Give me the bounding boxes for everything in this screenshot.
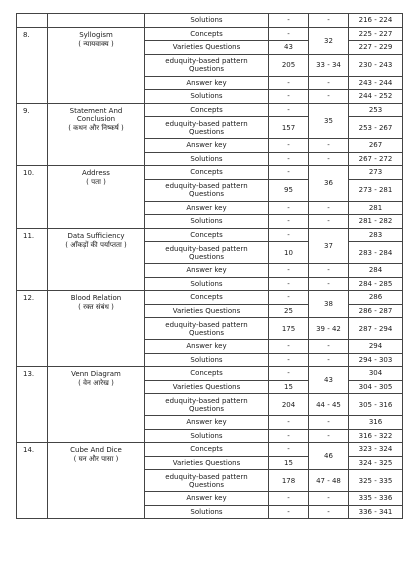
page-ref: - (309, 215, 349, 229)
table-row (17, 103, 403, 117)
chapter-topic (48, 367, 145, 443)
content-category: eduquity-based pattern Questions (145, 117, 269, 139)
content-category: Solutions (145, 353, 269, 367)
page-range: 335 - 336 (349, 492, 403, 506)
page-ref: - (309, 90, 349, 104)
chapter-topic (48, 443, 145, 519)
chapter-number: 11. (17, 228, 48, 291)
content-category: Answer key (145, 340, 269, 354)
chapter-topic (48, 14, 145, 28)
chapter-topic (48, 228, 145, 291)
page-ref: - (309, 340, 349, 354)
content-category: eduquity-based pattern Questions (145, 179, 269, 201)
page-range: 283 (349, 228, 403, 242)
page-ref: - (309, 76, 349, 90)
content-category: eduquity-based pattern Questions (145, 54, 269, 76)
question-count: 157 (269, 117, 309, 139)
page-ref: 32 (309, 27, 349, 54)
page-range: 294 - 303 (349, 353, 403, 367)
table-row (17, 367, 403, 381)
chapter-topic (48, 291, 145, 367)
table-of-contents (16, 13, 403, 519)
question-count: 15 (269, 456, 309, 470)
topic-name-english: Syllogism (79, 30, 113, 39)
table-row (17, 443, 403, 457)
content-category: Solutions (145, 152, 269, 166)
topic-name-english: Blood Relation (70, 294, 122, 302)
content-category: Concepts (145, 166, 269, 180)
content-category: Concepts (145, 367, 269, 381)
question-count: - (269, 264, 309, 278)
page-range: 284 (349, 264, 403, 278)
content-category: eduquity-based pattern Questions (145, 318, 269, 340)
question-count: 205 (269, 54, 309, 76)
content-category: Varieties Questions (145, 456, 269, 470)
question-count: 178 (269, 470, 309, 492)
page-range: 287 - 294 (349, 318, 403, 340)
chapter-number (17, 14, 48, 28)
question-count: - (269, 353, 309, 367)
page-ref: - (309, 429, 349, 443)
page-ref: 39 - 42 (309, 318, 349, 340)
question-count: 204 (269, 394, 309, 416)
question-count: - (269, 76, 309, 90)
page-ref: - (309, 152, 349, 166)
toc-body (17, 14, 403, 519)
chapter-topic (48, 166, 145, 229)
question-count: - (269, 166, 309, 180)
page-ref: - (309, 277, 349, 291)
topic-name-hindi: ( घन और पासा ) (73, 455, 119, 463)
content-category: Concepts (145, 291, 269, 305)
page-range: 323 - 324 (349, 443, 403, 457)
page-ref: 35 (309, 103, 349, 139)
content-category: Concepts (145, 27, 269, 41)
topic-name-english: Address (82, 169, 110, 177)
question-count: - (269, 291, 309, 305)
question-count: - (269, 103, 309, 117)
page-range: 286 (349, 291, 403, 305)
page-ref: - (309, 264, 349, 278)
question-count: - (269, 416, 309, 430)
table-row (17, 291, 403, 305)
page-ref: 37 (309, 228, 349, 264)
page-ref: 44 - 45 (309, 394, 349, 416)
page-ref: 47 - 48 (309, 470, 349, 492)
page-range: 316 - 322 (349, 429, 403, 443)
table-row (17, 27, 403, 41)
topic-name-english: Venn Diagram (71, 370, 121, 378)
table-row (17, 14, 403, 28)
page-ref: 46 (309, 443, 349, 470)
page-range: 244 - 252 (349, 90, 403, 104)
page-ref: - (309, 492, 349, 506)
page-range: 273 - 281 (349, 179, 403, 201)
page-range: 253 (349, 103, 403, 117)
question-count: - (269, 27, 309, 41)
topic-name-english: Statement And Conclusion (69, 106, 123, 123)
page-range: 243 - 244 (349, 76, 403, 90)
page-ref: - (309, 505, 349, 519)
content-category: Solutions (145, 90, 269, 104)
question-count: 25 (269, 304, 309, 318)
question-count: - (269, 90, 309, 104)
page-range: 286 - 287 (349, 304, 403, 318)
content-category: eduquity-based pattern Questions (145, 242, 269, 264)
chapter-number: 8. (17, 27, 48, 103)
chapter-topic (48, 103, 145, 166)
content-category: eduquity-based pattern Questions (145, 394, 269, 416)
content-category: Solutions (145, 505, 269, 519)
content-category: Solutions (145, 429, 269, 443)
content-category: Concepts (145, 228, 269, 242)
content-category: Solutions (145, 14, 269, 28)
page-range: 316 (349, 416, 403, 430)
content-category: Concepts (145, 443, 269, 457)
page-ref: 43 (309, 367, 349, 394)
question-count: 43 (269, 41, 309, 55)
page-range: 225 - 227 (349, 27, 403, 41)
table-row (17, 228, 403, 242)
page-range: 283 - 284 (349, 242, 403, 264)
question-count: - (269, 443, 309, 457)
question-count: - (269, 492, 309, 506)
page-ref: - (309, 139, 349, 153)
content-category: Concepts (145, 103, 269, 117)
content-category: Varieties Questions (145, 41, 269, 55)
table-row (17, 166, 403, 180)
page-range: 273 (349, 166, 403, 180)
content-category: Varieties Questions (145, 304, 269, 318)
topic-name-hindi: ( वेन आरेख ) (78, 379, 114, 387)
question-count: - (269, 201, 309, 215)
chapter-number: 9. (17, 103, 48, 166)
question-count: 15 (269, 380, 309, 394)
chapter-number: 13. (17, 367, 48, 443)
page-range: 230 - 243 (349, 54, 403, 76)
chapter-number: 10. (17, 166, 48, 229)
page-range: 281 (349, 201, 403, 215)
question-count: - (269, 277, 309, 291)
content-category: Solutions (145, 277, 269, 291)
topic-name-hindi: ( कथन और निष्कर्ष ) (68, 123, 124, 132)
page-range: 324 - 325 (349, 456, 403, 470)
question-count: - (269, 14, 309, 28)
page-range: 227 - 229 (349, 41, 403, 55)
content-category: Answer key (145, 492, 269, 506)
topic-name-hindi: ( न्यायवाक्य ) (78, 39, 114, 48)
page-range: 284 - 285 (349, 277, 403, 291)
page-range: 216 - 224 (349, 14, 403, 28)
page-range: 305 - 316 (349, 394, 403, 416)
question-count: - (269, 139, 309, 153)
question-count: 175 (269, 318, 309, 340)
question-count: - (269, 152, 309, 166)
content-category: Varieties Questions (145, 380, 269, 394)
topic-name-english: Data Sufficiency (67, 231, 125, 240)
content-category: Answer key (145, 76, 269, 90)
question-count: - (269, 215, 309, 229)
page-ref: - (309, 353, 349, 367)
chapter-topic (48, 27, 145, 103)
topic-name-hindi: ( पता ) (86, 178, 106, 186)
page-range: 304 (349, 367, 403, 381)
page-ref: - (309, 416, 349, 430)
content-category: Answer key (145, 264, 269, 278)
topic-name-english: Cube And Dice (70, 446, 122, 454)
page-range: 325 - 335 (349, 470, 403, 492)
content-category: Answer key (145, 139, 269, 153)
page-range: 267 - 272 (349, 152, 403, 166)
page-ref: 38 (309, 291, 349, 318)
content-category: Answer key (145, 201, 269, 215)
question-count: - (269, 505, 309, 519)
page-range: 267 (349, 139, 403, 153)
page-range: 294 (349, 340, 403, 354)
question-count: 95 (269, 179, 309, 201)
question-count: - (269, 228, 309, 242)
question-count: - (269, 367, 309, 381)
page-range: 281 - 282 (349, 215, 403, 229)
page-ref: 36 (309, 166, 349, 202)
page-ref: - (309, 14, 349, 28)
chapter-number: 14. (17, 443, 48, 519)
question-count: - (269, 429, 309, 443)
content-category: Answer key (145, 416, 269, 430)
chapter-number: 12. (17, 291, 48, 367)
page-ref: - (309, 201, 349, 215)
page-range: 253 - 267 (349, 117, 403, 139)
page-range: 304 - 305 (349, 380, 403, 394)
content-category: Solutions (145, 215, 269, 229)
content-category: eduquity-based pattern Questions (145, 470, 269, 492)
topic-name-hindi: ( रक्त संबंध ) (78, 303, 114, 311)
page-range: 336 - 341 (349, 505, 403, 519)
question-count: - (269, 340, 309, 354)
question-count: 10 (269, 242, 309, 264)
topic-name-hindi: ( आँकड़ों की पर्याप्तता ) (65, 240, 127, 249)
page-ref: 33 - 34 (309, 54, 349, 76)
